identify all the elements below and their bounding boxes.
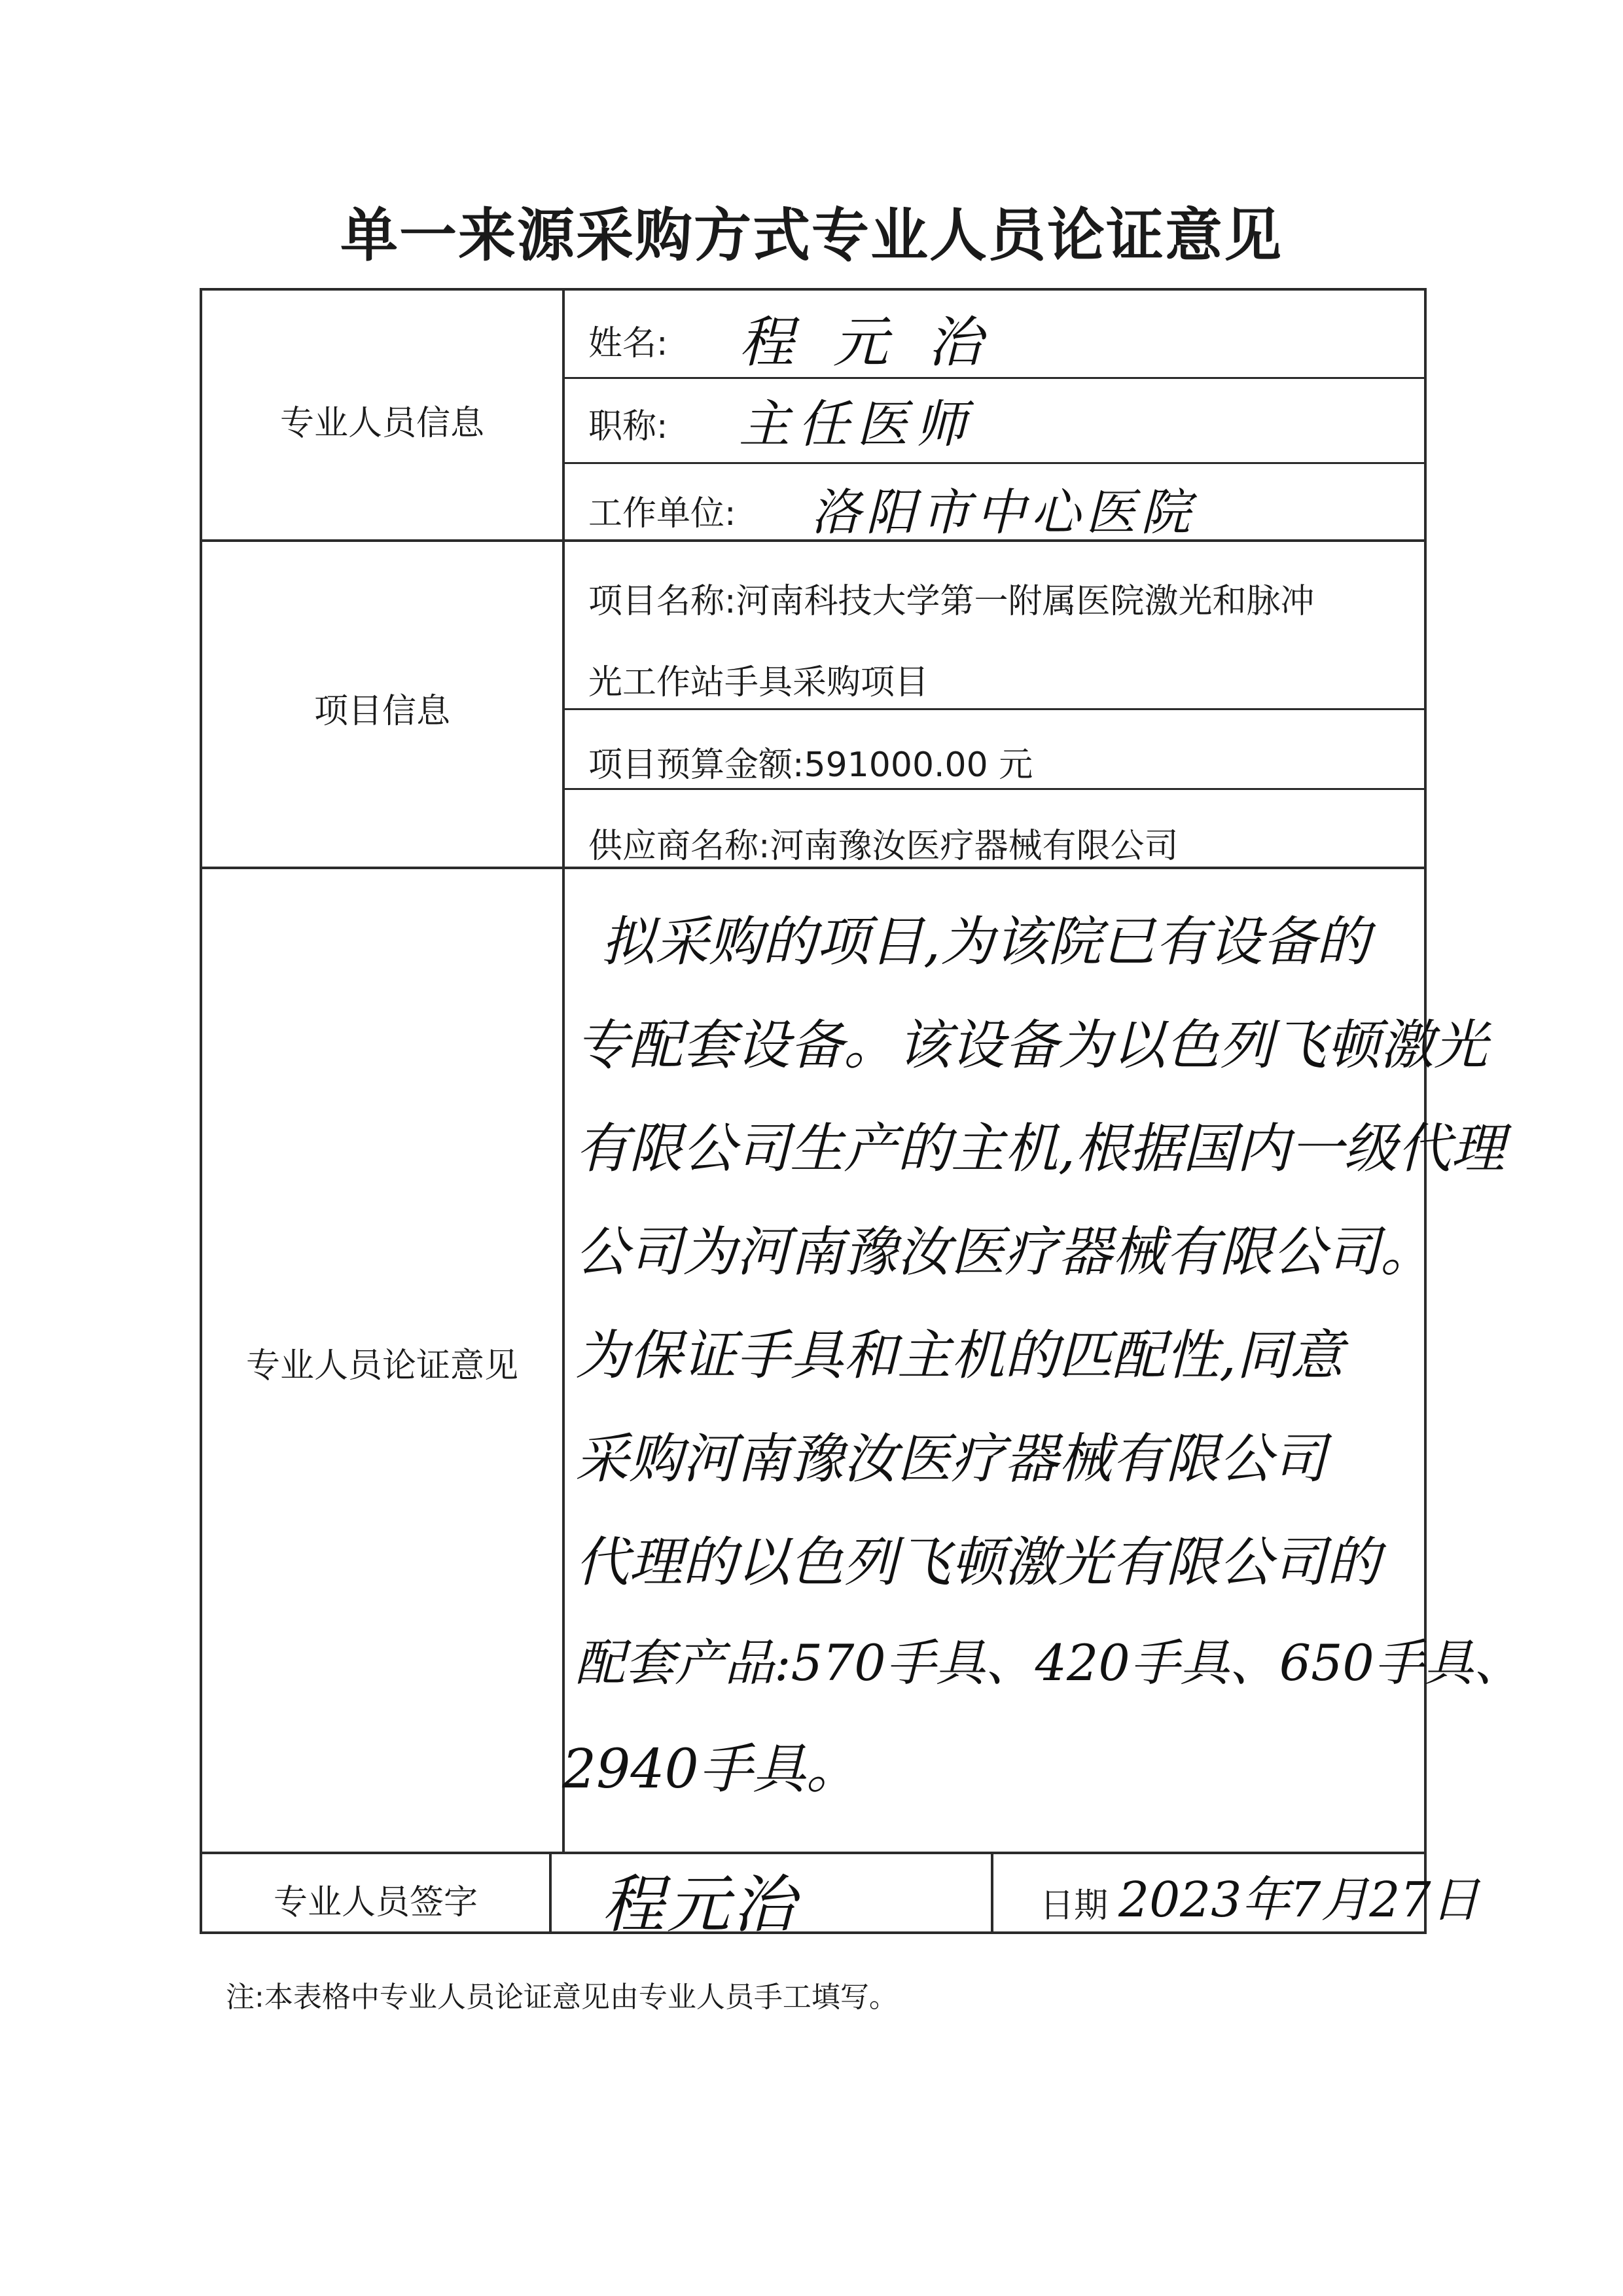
project-name-line1: 项目名称:河南科技大学第一附属医院激光和脉冲	[588, 582, 1315, 621]
section-label-opinion: 专业人员论证意见	[245, 1346, 518, 1386]
opinion-line: 公司为河南豫汝医疗器械有限公司。	[575, 1221, 1434, 1283]
opinion-line: 拟采购的项目,为该院已有设备的	[601, 911, 1370, 973]
column-divider	[562, 291, 565, 1852]
title-label: 职称:	[588, 407, 668, 446]
name-label: 姓名:	[588, 324, 668, 363]
column-divider	[549, 1852, 552, 1934]
date-value-handwritten: 2023年7月27日	[1118, 1872, 1480, 1928]
opinion-line: 为保证手具和主机的匹配性,同意	[575, 1325, 1344, 1387]
project-budget: 项目预算金额:591000.00 元	[588, 745, 1033, 785]
name-value-handwritten: 程元治	[739, 310, 1022, 374]
row-divider	[562, 462, 1427, 464]
section-label-personnel: 专业人员信息	[279, 404, 484, 443]
section-label-signature: 专业人员签字	[273, 1883, 478, 1922]
opinion-line: 专配套设备。该设备为以色列飞顿激光	[575, 1014, 1488, 1077]
opinion-line: 代理的以色列飞顿激光有限公司的	[575, 1532, 1380, 1594]
title-value-handwritten: 主任医师	[739, 395, 975, 454]
project-name-line2: 光工作站手具采购项目	[588, 663, 929, 702]
opinion-line: 有限公司生产的主机,根据国内一级代理	[575, 1118, 1505, 1180]
section-label-project: 项目信息	[313, 692, 450, 731]
opinion-line: 采购河南豫汝医疗器械有限公司	[575, 1428, 1327, 1490]
column-divider	[991, 1852, 993, 1934]
supplier-name: 供应商名称:河南豫汝医疗器械有限公司	[588, 827, 1179, 866]
unit-label: 工作单位:	[588, 494, 736, 533]
footnote: 注:本表格中专业人员论证意见由专业人员手工填写。	[226, 1981, 898, 2014]
page-title: 单一来源采购方式专业人员论证意见	[340, 202, 1283, 269]
date-label: 日期	[1040, 1886, 1109, 1926]
row-divider	[562, 788, 1427, 790]
opinion-handwritten-block	[562, 899, 1524, 1830]
section-divider	[202, 1852, 1427, 1854]
opinion-line: 配套产品:570手具、420手具、650手具、	[575, 1634, 1524, 1692]
opinion-line: 2940手具。	[562, 1738, 860, 1801]
unit-value-handwritten: 洛阳市中心医院	[811, 483, 1196, 541]
procurement-form	[200, 288, 1524, 1941]
row-divider	[562, 708, 1427, 710]
signature-handwritten: 程元治	[601, 1868, 798, 1941]
